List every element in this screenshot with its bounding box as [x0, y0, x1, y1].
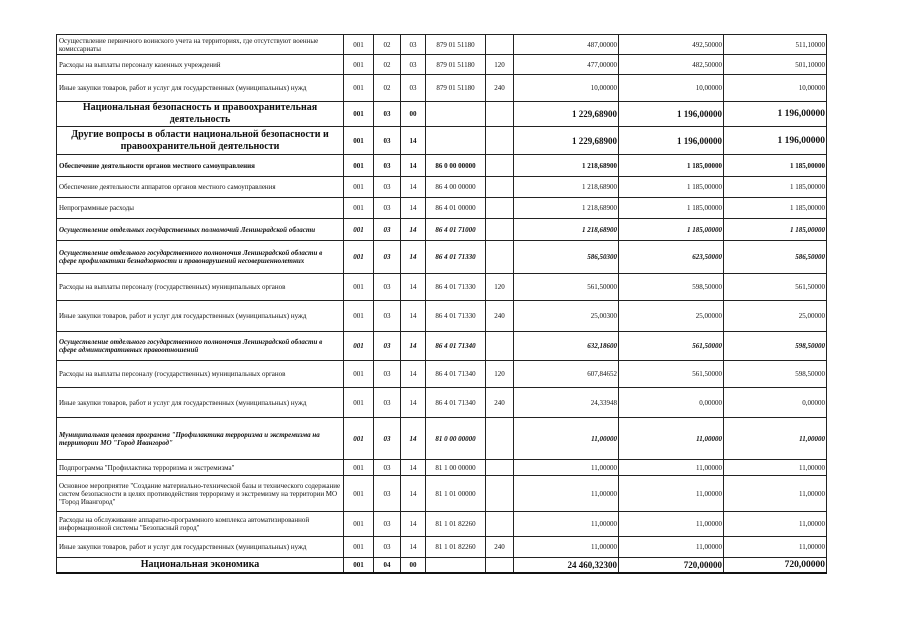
row-amount-2: 11,00000	[619, 460, 724, 476]
row-expense-type	[486, 512, 514, 537]
row-amount-1: 10,00000	[514, 75, 619, 102]
row-name: Расходы на выплаты персоналу (государственных) муниципальных органов	[57, 361, 344, 388]
row-expense-type: 240	[486, 301, 514, 332]
row-amount-2: 11,00000	[619, 512, 724, 537]
table-row	[57, 177, 827, 198]
row-amount-2: 0,00000	[619, 388, 724, 418]
row-amount-2: 11,00000	[619, 537, 724, 558]
row-subsection-code: 14	[401, 418, 426, 460]
table-row	[57, 35, 827, 55]
row-name: Иные закупки товаров, работ и услуг для государственных (муниципальных) нужд	[57, 388, 344, 418]
row-target-article: 86 4 01 71340	[426, 332, 486, 361]
row-expense-type	[486, 476, 514, 512]
row-gr-code: 001	[344, 418, 374, 460]
row-target-article	[426, 102, 486, 127]
row-subsection-code: 14	[401, 332, 426, 361]
budget-table-body	[57, 35, 827, 573]
row-gr-code: 001	[344, 177, 374, 198]
row-expense-type	[486, 219, 514, 241]
table-row	[57, 418, 827, 460]
row-amount-3: 1 196,00000	[724, 127, 827, 155]
table-row	[57, 75, 827, 102]
table-row	[57, 361, 827, 388]
row-expense-type	[486, 155, 514, 177]
table-row	[57, 537, 827, 558]
row-amount-1: 586,50300	[514, 241, 619, 274]
row-subsection-code: 14	[401, 241, 426, 274]
row-name: Непрограммные расходы	[57, 198, 344, 219]
row-subsection-code: 14	[401, 388, 426, 418]
row-amount-3: 1 185,00000	[724, 198, 827, 219]
row-gr-code: 001	[344, 388, 374, 418]
row-amount-1: 561,50000	[514, 274, 619, 301]
row-amount-3: 11,00000	[724, 512, 827, 537]
row-amount-3: 598,50000	[724, 332, 827, 361]
row-target-article: 879 01 51180	[426, 75, 486, 102]
row-gr-code: 001	[344, 35, 374, 55]
row-expense-type	[486, 102, 514, 127]
row-name: Обеспечение деятельности аппаратов органов местного самоуправления	[57, 177, 344, 198]
row-expense-type: 120	[486, 55, 514, 75]
row-section-code: 03	[374, 388, 401, 418]
row-amount-2: 1 196,00000	[619, 127, 724, 155]
row-amount-3: 11,00000	[724, 418, 827, 460]
row-amount-2: 1 185,00000	[619, 198, 724, 219]
row-subsection-code: 00	[401, 558, 426, 573]
row-section-code: 03	[374, 301, 401, 332]
row-target-article: 86 4 01 71000	[426, 219, 486, 241]
row-target-article	[426, 558, 486, 573]
row-name: Расходы на обслуживание аппаратно-программного комплекса автоматизированной информационной системы "Безопасный город"	[57, 512, 344, 537]
budget-table-page	[56, 34, 826, 574]
row-section-code: 03	[374, 219, 401, 241]
row-amount-2: 623,50000	[619, 241, 724, 274]
row-expense-type	[486, 127, 514, 155]
row-amount-2: 1 196,00000	[619, 102, 724, 127]
table-row	[57, 388, 827, 418]
row-target-article: 86 4 01 71340	[426, 361, 486, 388]
row-amount-3: 11,00000	[724, 460, 827, 476]
row-expense-type: 120	[486, 361, 514, 388]
table-row	[57, 102, 827, 127]
row-amount-3: 11,00000	[724, 476, 827, 512]
row-amount-2: 11,00000	[619, 476, 724, 512]
row-amount-3: 1 185,00000	[724, 177, 827, 198]
row-target-article: 86 4 01 71340	[426, 388, 486, 418]
row-target-article: 879 01 51180	[426, 35, 486, 55]
row-name: Обеспечение деятельности органов местного самоуправления	[57, 155, 344, 177]
row-gr-code: 001	[344, 512, 374, 537]
row-gr-code: 001	[344, 537, 374, 558]
row-name: Национальная экономика	[57, 558, 344, 573]
row-amount-1: 11,00000	[514, 537, 619, 558]
row-gr-code: 001	[344, 241, 374, 274]
row-target-article: 86 4 01 71330	[426, 301, 486, 332]
row-amount-3: 1 185,00000	[724, 155, 827, 177]
row-amount-3: 511,10000	[724, 35, 827, 55]
row-gr-code: 001	[344, 219, 374, 241]
row-amount-1: 1 229,68900	[514, 102, 619, 127]
row-amount-1: 1 218,68900	[514, 155, 619, 177]
row-expense-type	[486, 332, 514, 361]
row-expense-type	[486, 460, 514, 476]
row-target-article: 81 1 00 00000	[426, 460, 486, 476]
row-section-code: 02	[374, 35, 401, 55]
row-expense-type: 240	[486, 537, 514, 558]
row-amount-2: 561,50000	[619, 361, 724, 388]
row-name: Национальная безопасность и правоохранительная деятельность	[57, 102, 344, 127]
row-amount-1: 24 460,32300	[514, 558, 619, 573]
row-amount-3: 501,10000	[724, 55, 827, 75]
table-row	[57, 219, 827, 241]
row-gr-code: 001	[344, 301, 374, 332]
row-subsection-code: 14	[401, 361, 426, 388]
row-target-article: 81 0 00 00000	[426, 418, 486, 460]
row-expense-type	[486, 418, 514, 460]
row-amount-3: 0,00000	[724, 388, 827, 418]
row-gr-code: 001	[344, 75, 374, 102]
row-amount-2: 720,00000	[619, 558, 724, 573]
row-amount-2: 11,00000	[619, 418, 724, 460]
row-amount-1: 607,84652	[514, 361, 619, 388]
table-row	[57, 155, 827, 177]
row-section-code: 02	[374, 55, 401, 75]
row-section-code: 03	[374, 460, 401, 476]
row-expense-type: 120	[486, 274, 514, 301]
row-name: Иные закупки товаров, работ и услуг для государственных (муниципальных) нужд	[57, 301, 344, 332]
row-subsection-code: 00	[401, 102, 426, 127]
budget-table	[56, 34, 827, 574]
row-name: Подпрограмма "Профилактика терроризма и экстремизма"	[57, 460, 344, 476]
row-section-code: 03	[374, 127, 401, 155]
row-amount-1: 1 218,68900	[514, 219, 619, 241]
row-section-code: 03	[374, 198, 401, 219]
row-section-code: 03	[374, 177, 401, 198]
row-amount-3: 10,00000	[724, 75, 827, 102]
row-amount-3: 598,50000	[724, 361, 827, 388]
row-target-article: 81 1 01 82260	[426, 512, 486, 537]
table-row	[57, 558, 827, 573]
row-amount-3: 1 196,00000	[724, 102, 827, 127]
table-row	[57, 332, 827, 361]
row-subsection-code: 14	[401, 512, 426, 537]
row-gr-code: 001	[344, 361, 374, 388]
row-amount-1: 487,00000	[514, 35, 619, 55]
row-subsection-code: 03	[401, 75, 426, 102]
row-target-article: 86 4 01 71330	[426, 274, 486, 301]
row-amount-2: 598,50000	[619, 274, 724, 301]
row-target-article: 86 4 00 00000	[426, 177, 486, 198]
row-target-article: 81 1 01 82260	[426, 537, 486, 558]
row-target-article: 86 4 01 71330	[426, 241, 486, 274]
row-expense-type	[486, 241, 514, 274]
row-target-article: 879 01 51180	[426, 55, 486, 75]
row-name: Муниципальная целевая программа "Профилактика терроризма и экстремизма на территории МО "Город Ивангород"	[57, 418, 344, 460]
row-amount-1: 11,00000	[514, 418, 619, 460]
row-section-code: 03	[374, 537, 401, 558]
table-row	[57, 274, 827, 301]
row-amount-1: 24,33948	[514, 388, 619, 418]
row-gr-code: 001	[344, 274, 374, 301]
row-name: Осуществление отдельного государственного полномочия Ленинградской области в сфере административных правоотношений	[57, 332, 344, 361]
row-section-code: 03	[374, 361, 401, 388]
row-section-code: 02	[374, 75, 401, 102]
table-row	[57, 301, 827, 332]
row-subsection-code: 14	[401, 274, 426, 301]
row-subsection-code: 14	[401, 177, 426, 198]
row-amount-3: 25,00000	[724, 301, 827, 332]
row-name: Основное мероприятие "Создание материально-технической базы и технического содержание систем безопасности в целях противодействия терроризму и экстремизму на территории МО "Город Ивангород"	[57, 476, 344, 512]
row-name: Осуществление первичного воинского учета на территориях, где отсутствуют военные комиссариаты	[57, 35, 344, 55]
row-target-article	[426, 127, 486, 155]
row-target-article: 81 1 01 00000	[426, 476, 486, 512]
row-section-code: 03	[374, 512, 401, 537]
row-amount-2: 25,00000	[619, 301, 724, 332]
row-subsection-code: 03	[401, 55, 426, 75]
row-expense-type: 240	[486, 388, 514, 418]
row-target-article: 86 4 01 00000	[426, 198, 486, 219]
row-name: Иные закупки товаров, работ и услуг для государственных (муниципальных) нужд	[57, 537, 344, 558]
row-amount-1: 11,00000	[514, 460, 619, 476]
row-section-code: 03	[374, 332, 401, 361]
row-gr-code: 001	[344, 127, 374, 155]
row-name: Расходы на выплаты персоналу (государственных) муниципальных органов	[57, 274, 344, 301]
row-amount-2: 1 185,00000	[619, 219, 724, 241]
table-row	[57, 55, 827, 75]
row-name: Осуществление отдельного государственного полномочия Ленинградской области в сфере профилактики безнадзорности и правонарушений несовершеннолетних	[57, 241, 344, 274]
row-gr-code: 001	[344, 332, 374, 361]
row-amount-2: 1 185,00000	[619, 177, 724, 198]
row-amount-2: 492,50000	[619, 35, 724, 55]
row-section-code: 03	[374, 418, 401, 460]
table-row	[57, 512, 827, 537]
row-amount-1: 25,00300	[514, 301, 619, 332]
row-amount-2: 1 185,00000	[619, 155, 724, 177]
row-subsection-code: 14	[401, 198, 426, 219]
row-subsection-code: 14	[401, 460, 426, 476]
table-row	[57, 241, 827, 274]
row-amount-3: 720,00000	[724, 558, 827, 573]
row-amount-1: 1 218,68900	[514, 198, 619, 219]
row-gr-code: 001	[344, 102, 374, 127]
row-gr-code: 001	[344, 460, 374, 476]
row-amount-2: 561,50000	[619, 332, 724, 361]
row-target-article: 86 0 00 00000	[426, 155, 486, 177]
row-subsection-code: 14	[401, 537, 426, 558]
row-expense-type	[486, 198, 514, 219]
row-expense-type	[486, 177, 514, 198]
row-expense-type	[486, 558, 514, 573]
row-expense-type	[486, 35, 514, 55]
row-expense-type: 240	[486, 75, 514, 102]
row-name: Осуществление отдельных государственных полномочий Ленинградской области	[57, 219, 344, 241]
row-gr-code: 001	[344, 198, 374, 219]
row-amount-2: 10,00000	[619, 75, 724, 102]
row-gr-code: 001	[344, 155, 374, 177]
row-amount-1: 11,00000	[514, 512, 619, 537]
row-name: Иные закупки товаров, работ и услуг для государственных (муниципальных) нужд	[57, 75, 344, 102]
row-amount-1: 1 218,68900	[514, 177, 619, 198]
row-subsection-code: 14	[401, 155, 426, 177]
row-subsection-code: 14	[401, 476, 426, 512]
row-subsection-code: 14	[401, 219, 426, 241]
row-section-code: 03	[374, 155, 401, 177]
row-section-code: 04	[374, 558, 401, 573]
row-amount-1: 632,18600	[514, 332, 619, 361]
row-gr-code: 001	[344, 558, 374, 573]
row-subsection-code: 14	[401, 127, 426, 155]
row-amount-1: 1 229,68900	[514, 127, 619, 155]
row-amount-3: 561,50000	[724, 274, 827, 301]
row-amount-1: 11,00000	[514, 476, 619, 512]
row-section-code: 03	[374, 476, 401, 512]
row-subsection-code: 03	[401, 35, 426, 55]
row-section-code: 03	[374, 102, 401, 127]
row-section-code: 03	[374, 274, 401, 301]
row-amount-2: 482,50000	[619, 55, 724, 75]
row-name: Расходы на выплаты персоналу казенных учреждений	[57, 55, 344, 75]
row-gr-code: 001	[344, 476, 374, 512]
row-amount-3: 586,50000	[724, 241, 827, 274]
table-row	[57, 127, 827, 155]
row-amount-3: 11,00000	[724, 537, 827, 558]
row-gr-code: 001	[344, 55, 374, 75]
table-row	[57, 198, 827, 219]
row-amount-1: 477,00000	[514, 55, 619, 75]
row-subsection-code: 14	[401, 301, 426, 332]
row-name: Другие вопросы в области национальной безопасности и правоохранительной деятельности	[57, 127, 344, 155]
table-row	[57, 460, 827, 476]
row-amount-3: 1 185,00000	[724, 219, 827, 241]
table-row	[57, 476, 827, 512]
row-section-code: 03	[374, 241, 401, 274]
